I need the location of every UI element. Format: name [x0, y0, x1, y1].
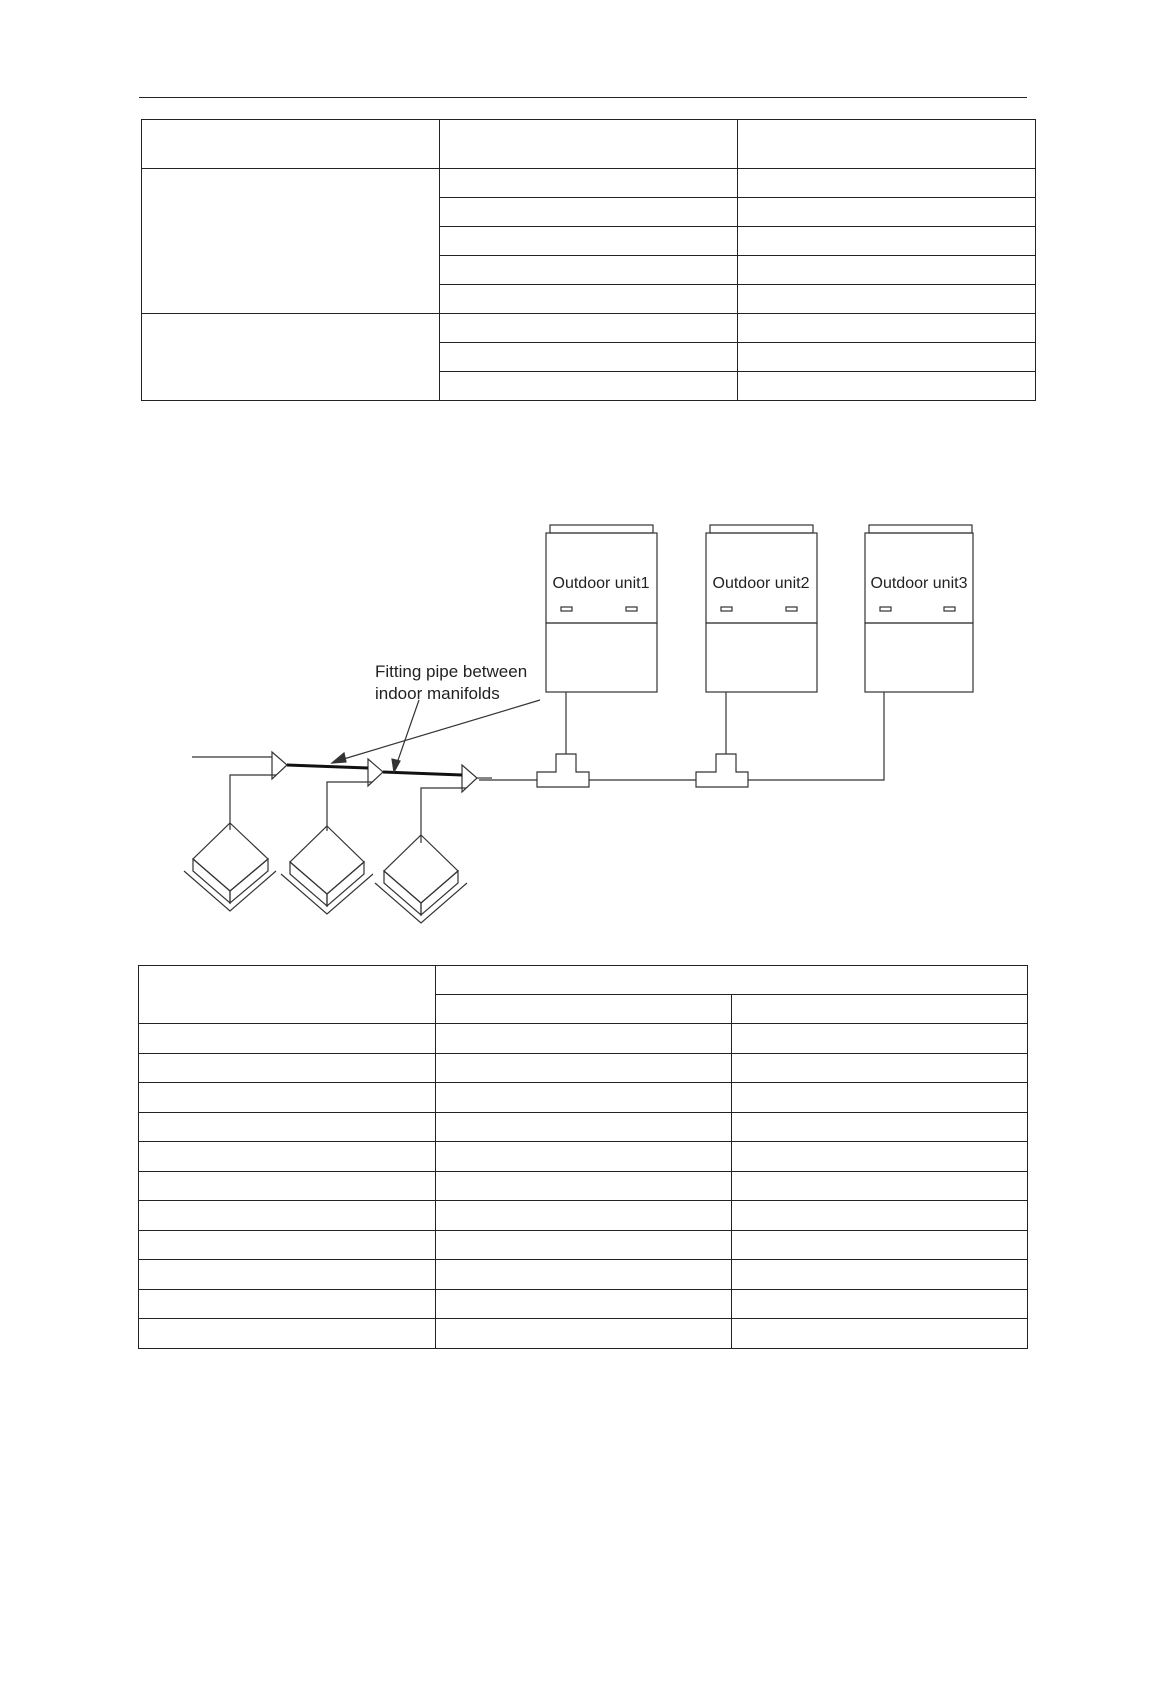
outdoor-unit-3-label: Outdoor unit3 — [870, 575, 968, 592]
outdoor-unit-vent-icon — [721, 607, 732, 611]
table-cell — [139, 1053, 436, 1083]
outdoor-branch-joint — [696, 754, 748, 787]
bottom-table — [138, 965, 1028, 1349]
table-row — [139, 1171, 1028, 1201]
outdoor-unit-2-label: Outdoor unit2 — [712, 575, 810, 592]
table-cell — [139, 1289, 436, 1319]
table-cell — [732, 1319, 1028, 1349]
table-cell — [440, 198, 738, 227]
table-cell — [139, 1112, 436, 1142]
table-cell — [732, 1260, 1028, 1290]
table-cell — [440, 256, 738, 285]
outdoor-unit-vent-icon — [880, 607, 891, 611]
table-cell — [440, 372, 738, 401]
table-cell — [436, 1083, 732, 1113]
callout-leaders — [332, 700, 540, 772]
table-row — [139, 1142, 1028, 1172]
outdoor-unit-1 — [546, 525, 657, 692]
table-cell — [436, 1024, 732, 1054]
top-table-header-cell — [738, 120, 1036, 169]
outdoor-unit-top-cap — [710, 525, 813, 533]
table-cell — [436, 1289, 732, 1319]
table-cell — [436, 1319, 732, 1349]
outdoor-unit-vent-icon — [786, 607, 797, 611]
table-cell — [732, 1230, 1028, 1260]
indoor-unit-1 — [184, 823, 276, 911]
outdoor-unit-vent-icon — [944, 607, 955, 611]
outdoor-unit-lower-body — [706, 623, 817, 692]
table-cell — [732, 1112, 1028, 1142]
table-row — [139, 1112, 1028, 1142]
bottom-table-header-row — [139, 966, 1028, 995]
table-cell — [139, 1142, 436, 1172]
outdoor-unit-2 — [706, 525, 817, 692]
table-cell — [436, 1171, 732, 1201]
table-cell — [738, 198, 1036, 227]
table-cell — [732, 1053, 1028, 1083]
outdoor-unit-top-cap — [550, 525, 653, 533]
bottom-table-subheader-cell — [732, 995, 1028, 1024]
table-cell — [738, 256, 1036, 285]
indoor-unit-3 — [375, 835, 467, 923]
table-row — [139, 1289, 1028, 1319]
table-cell — [440, 227, 738, 256]
table-cell — [139, 1083, 436, 1113]
table-cell — [436, 1142, 732, 1172]
table-row — [139, 1053, 1028, 1083]
table-row — [139, 1201, 1028, 1231]
outdoor-unit-1-label: Outdoor unit1 — [552, 575, 650, 592]
table-row — [139, 1083, 1028, 1113]
outdoor-unit-3 — [865, 525, 973, 692]
outdoor-branch-joint — [537, 754, 589, 787]
table-cell — [436, 1112, 732, 1142]
table-cell — [738, 227, 1036, 256]
table-cell — [436, 1053, 732, 1083]
table-cell — [139, 1260, 436, 1290]
callout-label-line2: indoor manifolds — [375, 684, 500, 703]
table-cell — [436, 1260, 732, 1290]
top-table-header-cell — [142, 120, 440, 169]
table-cell — [738, 314, 1036, 343]
table-cell — [732, 1083, 1028, 1113]
outdoor-unit-vent-icon — [561, 607, 572, 611]
bottom-table-header-cell — [139, 966, 436, 1024]
table-cell — [732, 1142, 1028, 1172]
table-cell — [440, 343, 738, 372]
table-cell — [738, 372, 1036, 401]
outdoor-pipework — [479, 692, 884, 787]
table-row — [142, 169, 1036, 198]
table-row — [139, 1319, 1028, 1349]
table-cell — [440, 285, 738, 314]
callout-label-line1: Fitting pipe between — [375, 662, 528, 681]
table-cell — [732, 1289, 1028, 1319]
bottom-table-subheader-cell — [436, 995, 732, 1024]
top-table-header-row — [142, 120, 1036, 169]
outdoor-unit-lower-body — [865, 623, 973, 692]
table-cell — [440, 169, 738, 198]
outdoor-unit-top-cap — [869, 525, 972, 533]
table-cell — [436, 1201, 732, 1231]
table-row — [139, 1024, 1028, 1054]
bottom-table-header-group-cell — [436, 966, 1028, 995]
top-table-group-cell — [142, 314, 440, 401]
page-header-rule — [139, 97, 1027, 98]
table-cell — [139, 1201, 436, 1231]
indoor-branch-lines — [230, 775, 466, 843]
table-cell — [738, 169, 1036, 198]
indoor-unit-2 — [281, 826, 373, 914]
table-cell — [139, 1024, 436, 1054]
top-table — [141, 119, 1036, 401]
table-cell — [139, 1319, 436, 1349]
table-row — [139, 1260, 1028, 1290]
table-cell — [732, 1024, 1028, 1054]
table-cell — [732, 1201, 1028, 1231]
table-cell — [738, 285, 1036, 314]
table-row — [139, 1230, 1028, 1260]
table-row — [142, 314, 1036, 343]
table-cell — [738, 343, 1036, 372]
top-table-group-cell — [142, 169, 440, 314]
table-cell — [436, 1230, 732, 1260]
table-cell — [732, 1171, 1028, 1201]
top-table-header-cell — [440, 120, 738, 169]
table-cell — [440, 314, 738, 343]
table-cell — [139, 1171, 436, 1201]
outdoor-unit-lower-body — [546, 623, 657, 692]
piping-diagram — [0, 500, 1162, 930]
outdoor-unit-vent-icon — [626, 607, 637, 611]
table-cell — [139, 1230, 436, 1260]
